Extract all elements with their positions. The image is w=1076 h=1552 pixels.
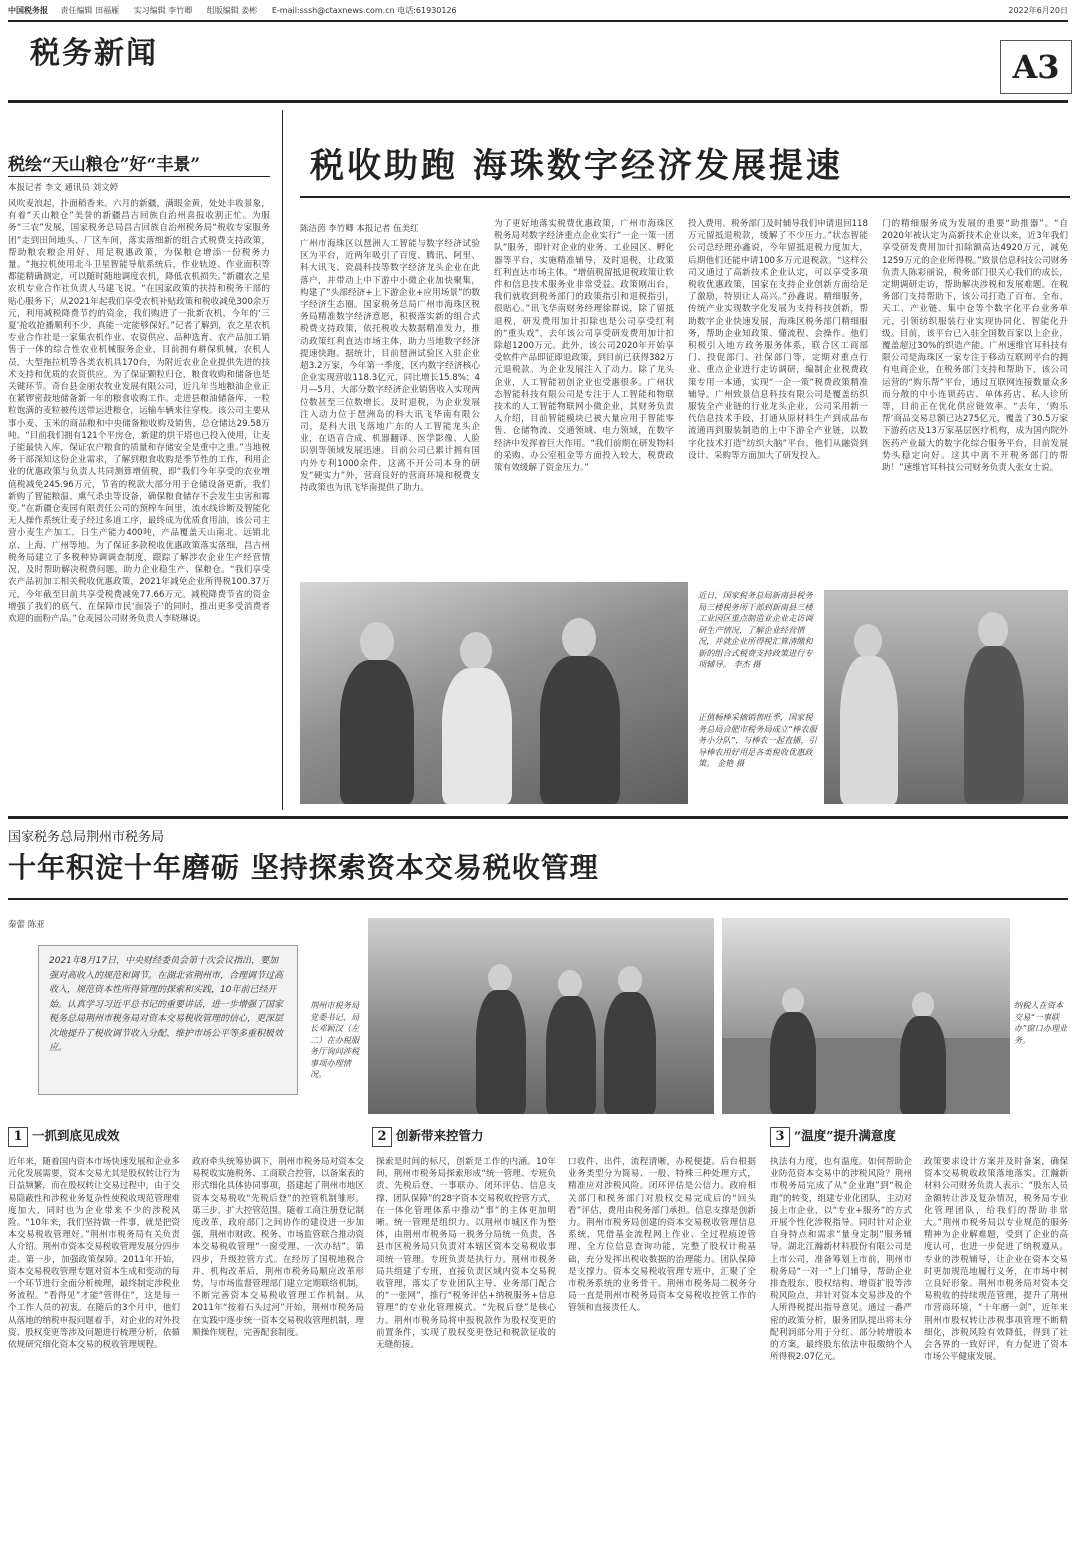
second-abstract: 2021年8月17日，中央财经委员会第十次会议指出，要加强对高收入的规范和调节。在湖北省荆州市，合理调节过高收入，规范资本性所得管理的探索和实践，10年前已经开始。认真学习习近平总书记的重要讲话，进一步增强了国家税务总局荆州市税务局对资本交易税收管理的信心，更深层次地提升了税收调节收入分配、维护市场公平等多重积极效应。	[38, 945, 298, 1095]
photo-service-window	[722, 918, 1010, 1114]
middle-rule	[8, 816, 1068, 819]
contact: E-mail:sssh@ctaxnews.com.cn 电话:61930126	[271, 6, 457, 15]
section-title: 税务新闻	[30, 36, 158, 71]
caption-4: 纳税人在资本交易“一事联办”窗口办理业务。	[1014, 1000, 1068, 1045]
header-rule	[8, 100, 1068, 103]
main-col-4: 门的精细服务成为发展的重要“助推器”。“自2020年被认定为高新技术企业以来，近3年我们享受研发费用加计扣除额高达4920万元，减免1259万元的企业所得税。”致景信息科技公司财务负责人陈彩丽说，税务部门很关心我们的成长，定期调研走访，帮助解决涉税和发展难题。在税务部门支持帮助下，该公司打造了百布、全布、天工、产业链、集中仓等个数字化平台业务单元，引领纺织服装行业实现协同化、智能化升级。目前，该平台已入驻全国数百家以上企业，覆盖超过30%的织造产能。广州速维官耳科技有限公司是海珠区一家专注于移动互联网平台的拥有电商企业，在税务部门支持和帮助下，该公司运营的“购乐帮”平台，通过互联网连接数量众多而分散的中小连锁药店、单体药店、私人诊所等，目前正在优化供应链效率。“去年，‘购乐帮’商品交易总额已达275亿元，覆盖了30.5万家下游药店及13万家基层医疗机构，成为国内院外医药产业最大的数字化综合服务平台，目前发展势头稳定向好。这其中离不开税务部门的帮助！”速维官耳科技公司财务负责人张女士说。	[882, 219, 1068, 474]
subhead-2-text: 创新带来控管力	[396, 1128, 484, 1143]
main-col-2: 为了更好地落实税费优惠政策，广州市海珠区税务局对数字经济重点企业实行“一企一策一团队”服务，即针对企业的业务、工业园区、孵化器等平台，实施精准辅导，及时退税，让政策红利直达市场主体。“增值税留抵退税政策让软件和信息技术服务业非常受益。政策刚出台，我们就收到税务部门的政策指引和退税指引，很贴心。”讯飞华南财务经理徐群说，除了留抵退税，研发费用加计扣除也是公司享受红利的“重头戏”，去年该公司享受研发费用加计扣除超1200万元。此外，该公司2020年开始享受软件产品即征即退政策，到目前已获得382万元退税款。为企业发展注入了动力。除了龙头企业，人工智能初创企业也受惠很多。广州状态智能科技有限公司是专注于人工智能和物联技术的人工智能物联网小微企业，其财务负责人介绍，目前智能模块已被大量应用于智能零售、仓储物流、交通领域、电力领域，在数字经济中发挥着巨大作用。“我们前期在研发物料的采购、办公室租金等方面投入较大，税费政策有效缓解了资金压力。”	[494, 219, 674, 474]
caption-1: 近日，国家税务总局新南县税务局三楼税务所干部到新南县三楼工业园区重点制造业企业走访调研生产情况，了解企业经营情况，并就企业所得税汇算清缴和新的组合式税费支持政策进行专项辅导。 李杰 摄	[698, 590, 813, 669]
main-headline-rule	[300, 196, 1070, 198]
second-col-1: 近年来，随着国内资本市场快速发展和企业多元化发展需要，资本交易尤其是股权转让行为日益频繁，而在股权转让交易过程中，由于交易隐蔽性和涉税业务复杂性使税收规范管理难度加大，同时也为企业带来不少的涉税风险。“10年来，我们坚持做一件事，就是把资本交易税收管理好。”荆州市税务局有关负责人介绍。荆州市资本交易税收管理发展分四步走。第一步，加强政策保障。2011年开始，资本交易税收管理专题对资本生成和变动的每一个环节进行全面分析梳理，最终制定涉税业务流程。“看得见”才能“管得住”，这是每一个工作人员的初衷。在随后的3个月中，他们从落地的纳税申报问题着手，对企业的对外投资、股权变更等涉及问题进行梳理分析，依循依规研究细化资本交易的税收管理规程。	[8, 1157, 180, 1351]
second-col-6: 政策要求设计方案并及时备案，确保资本交易税收政策落地落实。江瀚新材料公司财务负责人表示：“股东人员金额转让涉及复杂情况，税务局专业化管理团队，给我们的帮助非常大。”荆州市税务局以专业规范的服务精神为企业解难题，受到了企业的高度认可，也进一步促进了纳税遵从。专业的涉税辅导，让企业在资本交易时更加规范地履行义务，在市场中树立良好形象。荆州市税务局对资本交易税收的持续规范管理，提升了荆州市营商环境，“十年磨一剑”，近年来荆州市股权转让涉税事项管理不断精细化，涉税风险有效降低，得到了社会各界的一致好评，有力促进了资本市场公平健康发展。	[924, 1157, 1068, 1363]
intern-editor: 实习编辑 李竹卿	[133, 6, 193, 15]
subhead-3-text: “温度”提升满意度	[794, 1128, 896, 1143]
subhead-3	[770, 1126, 896, 1147]
editor: 责任编辑 田福雁	[60, 6, 120, 15]
left-headline-rule	[8, 176, 270, 177]
paper-name: 中国税务报	[8, 6, 48, 15]
page-number: A3	[1000, 40, 1072, 94]
subhead-3-number: 3	[770, 1127, 790, 1147]
layout-editor: 组版编辑 姜彬	[206, 6, 258, 15]
second-col-5: 执法有力度，也有温度。如何帮助企业防范资本交易中的涉税风险？荆州市税务局完成了从“企业跑”到“税企跑”的转变，组建专业化团队，主动对接上市企业，以“专业+服务”的方式开展个性化涉税指导。同时针对企业自身特点和需求“量身定制”服务辅导。湖北江瀚新材料股份有限公司是上市公司，准备筹划上市前，荆州市税务局“一对一”上门辅导，帮助企业排查股东、股权结构、增资扩股等涉税风险点，并针对资本交易涉及的个人所得税提出指导意见。通过一番严密的政策分析，服务团队提出将未分配利润部分用于分红、部分转增股本的方案，最终股东依法申报缴纳个人所得税2.07亿元。	[770, 1157, 912, 1363]
subhead-2-number: 2	[372, 1127, 392, 1147]
second-col-4: 口收件、出件，流程清晰，办税便捷。后台根据业务类型分为简易、一般、特殊三种处理方式，精准应对涉税风险。闭环评估是公信力。政府相关部门和税务部门对股权交易完成后的“回头看”评估，费用由税务部门承担。信息支撑是创新力。荆州市税务局创建的资本交易税收管理信息系统，凭借基金流程网上作业、全过程痕迹管理、全方位信息查询功能，完整了股权计税基础，充分发挥出税收数据的治理能力。团队保障是支撑力。资本交易税收管理专班中，汇聚了全市税务系统的业务骨干。荆州市税务局二税务分局一直是荆州市税务局资本交易税收控管工作的管领和直接责任人。	[568, 1157, 756, 1314]
second-headline-rule	[8, 898, 1068, 900]
issue-date: 2022年6月20日	[1008, 6, 1068, 15]
subhead-1-text: 一抓到底见成效	[32, 1128, 120, 1143]
main-col-3: 投入费用。税务部门及时辅导我们申请退回118万元留抵退税款，缓解了不少压力。”状态智能公司总经理孙鑫说，今年留抵退税力度加大，后期他们还能申请100多万元退税款。“这样公司又通过了高新技术企业认定，可以享受多项税收优惠政策，国家在支持企业创新方面给足了激励，特别让人高兴。”孙鑫说。精细服务，传统产业实现数字化发展为支持科技创新，帮助数字企业快速发展，海珠区税务部门精细服务，帮助企业知政策、懂流程、会操作。他们积极引入地方政务服务体系，联合区工商部门、投促部门、社保部门等，定期对重点行业、重点企业进行走访调研，编制企业税费政策专用一本通，实现“一企一策”税费政策精准辅导。广州致景信息科技有限公司是覆盖纺织服装全产业链的行业龙头企业，公司采用新一代信息技术手段，打通从原材料生产到成品布流通再到服装制造的上中下游全产业链，以数字化技术打造“纺织大脑”平台，他们从融资到设计、采购等方面加大了研发投入。	[688, 219, 868, 461]
left-byline: 本报记者 李文 通讯员 刘文婷	[8, 183, 119, 193]
left-headline: 税绘“天山粮仓”好“丰景”	[8, 155, 201, 175]
main-byline: 陈洁茵 李竹卿 本报记者 伍美红	[300, 224, 419, 234]
subhead-1-number: 1	[8, 1127, 28, 1147]
subhead-2	[372, 1126, 484, 1147]
subhead-1	[8, 1126, 120, 1147]
second-org: 国家税务总局荆州市税务局	[8, 830, 165, 845]
second-headline: 十年积淀十年磨砺 坚持探索资本交易税收管理	[8, 851, 599, 884]
photo-tax-visit	[300, 582, 688, 804]
photo-tax-hall	[368, 918, 714, 1114]
main-col-1: 广州市海珠区以琶洲人工智能与数字经济试验区为平台，近两年吸引了百度、腾讯、阿里、科大讯飞、瓷晨科技等数字经济龙头企业在此落户，并带动上中下游中小微企业加快聚集，构建了“头部经济+上下游企业+应用场景”的数字经济生态圈。国家税务总局广州市海珠区税务局精准数字经济意愿，积极落实新的组合式税费支持政策，依托税收大数据精准发力，推动政策红利直达市场主体，助力当地数字经济提速快跑。据统计，目前琶洲试验区入驻企业超3.2万家，今年第一季度，区内数字经济核心企业实现营收118.3亿元，同比增长15.8%；4月—5月，大部分数字经济企业销售收入实现两位数甚至三位数增长。及时退税，为企业发展注入动力位于琶洲岛的科大讯飞华南有限公司，是科大讯飞落地广东的人工智能龙头企业，在语音合成、机器翻译、医学影像、人脸识别等领域发展迅速。目前公司已累计拥有国内外专利1000余件，这离不开公司本身的研发“硬实力”外，营商良好的营商环境和税费支持政策也为讯飞华南提供了助力。	[300, 239, 480, 494]
caption-3: 荆州市税务局党委书记、局长邓颖汉（左二）在办税服务厅询问涉税事项办理情况。	[310, 1000, 360, 1079]
photo-livestream	[824, 590, 1068, 804]
main-headline: 税收助跑 海珠数字经济发展提速	[310, 146, 843, 186]
second-byline: 秦蕾 陈亚	[8, 920, 45, 930]
top-rule	[8, 20, 1068, 22]
left-col-divider	[282, 110, 283, 810]
masthead-bar	[8, 4, 1068, 18]
left-body: 风吹麦浪起，扑面稻香来。六月的新疆，满眼金黄，处处丰收景象，有着“天山粮仓”美誉的新疆昌吉回族自治州喜报收割正忙。为服务“三农”发展，国家税务总局昌吉回族自治州税务局“税收专家服务团”走到田间地头、厂区车间，落实落细新的组合式税费支持政策，帮助粮农粮企用好、用足税惠政策，为保粮仓增添一份税务力量。“拖拉机使用北斗卫星智能导航系统后，作业轨迹、作业面积等都能精确测定，可以随时随地调度农机，降低农机损失。”新疆农之星农机专业合作社负责人马建飞说。“在国家政策的扶持和税务干部的贴心服务下，从2021年起我们享受农机补贴政策和税收减免300余万元，利用减税降费节约的资金，我们购进了一批新农机，今年的‘三夏’抢收抢播顺利不少，真能一定能够保好。”记者了解到，农之星农机专业合作社是一家集农机作业、农资供应、品种选育、农产品加工销售于一体的综合性农业机械服务企业，目前拥有耕保机械，农机人员，大型拖拉机等各类农机具170台，为附近农业企业提供先进的技术支持和优质的农资供应。为了保证颗粒归仓，粮食收购和储备也是关键环节。奇台县金丽农牧业发展有限公司，近几年当地粮油企业正在紧锣密鼓地储备新一年的粮食收购工作。走进县粮油储备库，一粒粒饱满的麦粒被传送带运进粮仓，运输车辆来往穿梭。该公司主要从事小麦、玉米的商品粮和中央储备粮收购及销售，总仓储达29.58万吨。“目前我们拥有121个平房仓，新建的烘干塔也已投入使用，让麦子能最快入库，保证农户粮食的质量和存储安全是重中之重。”当地税务干部深知这份企业需求，了解到粮食收购是季节性的工作，利用企业的优惠政策与负责人共同测算增值税，即“我们今年享受的农业增值税减免245.96万元，节省的税款大部分用于仓储设备更新，我们新购了智能粮温、熏气杀虫等设备，确保粮食储存不会发生虫害和霉变。”在新疆仓麦园有限责任公司的预榨车间里，流水线诊断及智能化无人操作系统让麦子经过多道工序，最终成为优质食用油，该公司主营小麦生产加工，日生产能力400吨，产品覆盖天山南北、远销北京、上海、广州等地。为了保证多款税收优惠政策落实落细，昌吉州税务局建立了多税种协调调查制度，跟踪了解涉农企业生产经营情况，及时帮助解决税费问题，助力企业稳生产、保粮仓。“我们享受农产品初加工相关税收优惠政策，2021年减免企业所得税100.37万元，今年截至目前共享受税费减免77.66万元。减税降费节省的资金增强了我们的底气，在保障市民‘面袋子’的同时，推出更多受消费者欢迎的面粉产品。”仓麦园公司财务负责人李晓琳说。	[8, 199, 270, 624]
caption-2: 正值畅棒采摘销售旺季，国家税务总局合肥市税务局成立“棒农服务小分队”，与棒农一起直播，引导棒农用好用足各类税收优惠政策。 金艳 摄	[698, 712, 817, 768]
second-col-3: 探索是时间的标尺，创新是工作的内涵。10年间，荆州市税务局探索形成“统一管理、专班负责、先税后登、一事联办、闭环评估、信息支撑、团队保障”的28字资本交易税收控管方式，在一体化管理体系中推动“事”的主体更加明晰。统一管理是组织力。以荆州市城区作为整体，由荆州市税务局一税务分局统一负责，各县市区税务局只负责对本辖区资本交易税收事项统一管理。专班负责是执行力。荆州市税务局共组建了专班，直接负责区域内资本交易税收管理，落实了专业团队主导、业务部门配合的“一张网”，推行“税务评估+纳税服务+信息管理”的专业化管理模式。“先税后登”是核心力。荆州市税务局将申报税款作为股权变更的前置条件，实现了股权变更登记和税款征收的无缝衔接。	[376, 1157, 556, 1351]
second-col-2: 政府牵头统筹协调下，荆州市税务局对资本交易税收实施税务、工商联合控管，以备案表的形式细化具体协同事项，搭建起了荆州市地区资本交易税收“先税后登”的控管机制雏形。第三步，扩大控管范围。随着工商注册登记制度改革，政府部门之间协作的建设进一步加强，荆州市财政、税务、市场监管联合推动资本交易税收管理“一窗受理、一次办结”。第四步，升级控管方式。在经历了国税地税合并、机构改革后，荆州市税务局顺应改革形势，与市场监督管理部门建立定期联络机制，不断完善资本交易税收管理工作机制。从2011年“按着石头过河”开始，荆州市税务局在实践中逐步统一资本交易税收管理机制，理顺操作规程，完善配套制度。	[192, 1157, 364, 1338]
